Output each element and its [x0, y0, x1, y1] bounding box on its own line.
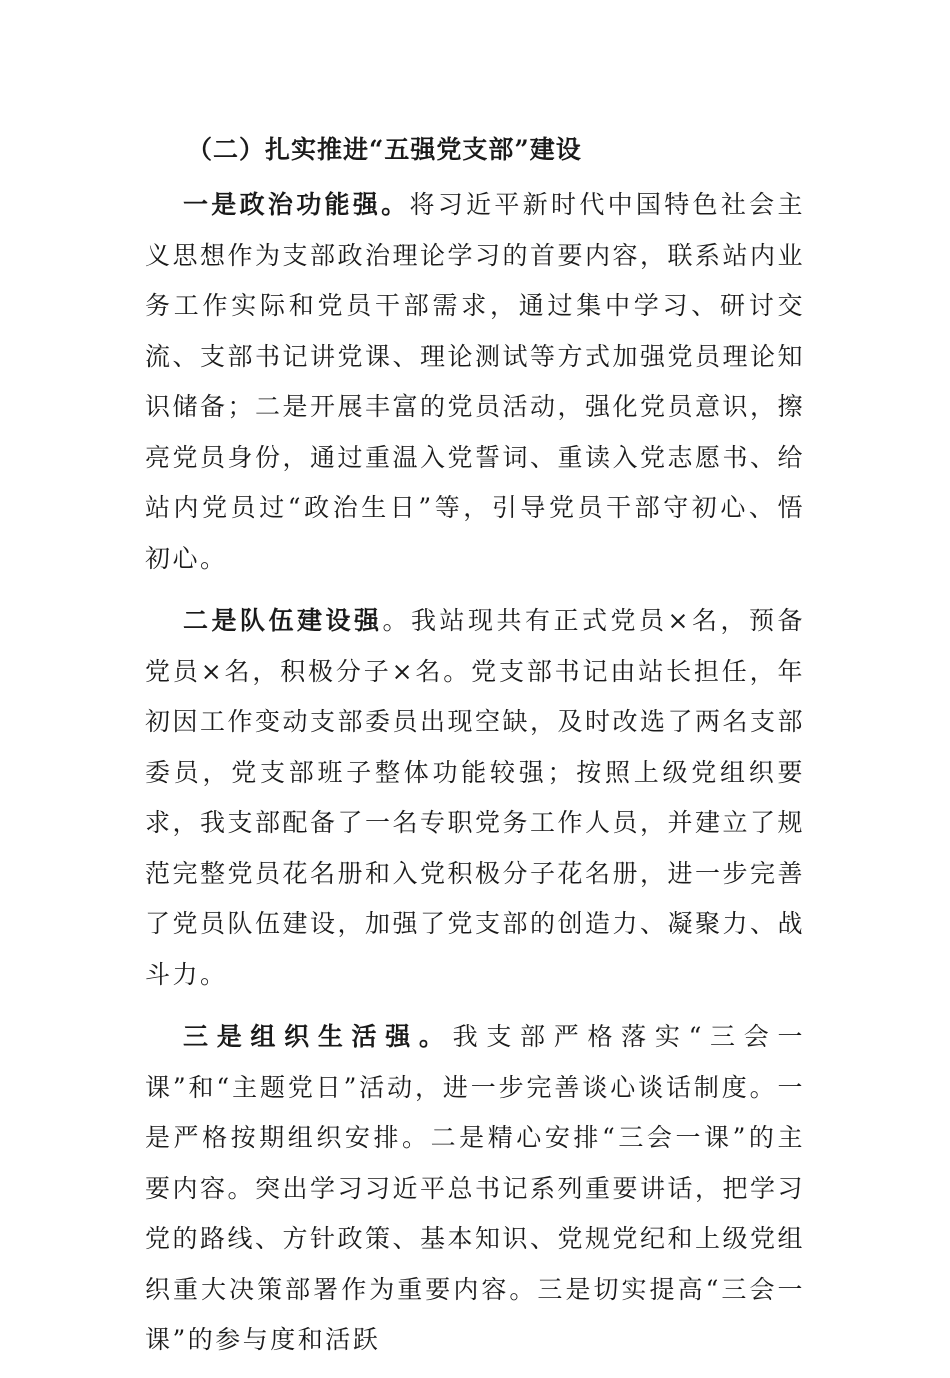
paragraph-organizational-life [145, 1012, 805, 1366]
paragraph-political-function [145, 180, 805, 584]
paragraph-body: 将习近平新时代中国特色社会主义思想作为支部政治理论学习的首要内容，联系站内业务工作实际和党员干部需求，通过集中学习、研讨交流、支部书记讲党课、理论测试等方式加强党员理论知识储备；二是开展丰富的党员活动，强化党员意识，擦亮党员身份，通过重温入党誓词、重读入党志愿书、给站内党员过“政治生日”等，引导党员干部守初心、悟初心。 [145, 190, 806, 573]
paragraph-lead: 一是政治功能强。 [183, 190, 410, 219]
document-page [145, 124, 805, 1378]
section-heading: （二）扎实推进“五强党支部”建设 [187, 135, 582, 164]
paragraph-team-building [145, 596, 805, 1000]
paragraph-body: 我支部严格落实“三会一课”和“主题党日”活动，进一步完善谈心谈话制度。一是严格按期组织安排。二是精心安排“三会一课”的主要内容。突出学习习近平总书记系列重要讲话，把学习党的路线、方针政策、基本知识、党规党纪和上级党组织重大决策部署作为重要内容。三是切实提高“三会一课”的参与度和活跃 [145, 1022, 806, 1354]
paragraph-lead: 三是组织生活强。 [183, 1022, 453, 1051]
paragraph-body: 。我站现共有正式党员×名，预备党员×名，积极分子×名。党支部书记由站长担任，年初因工作变动支部委员出现空缺，及时改选了两名支部委员，党支部班子整体功能较强；按照上级党组织要求，我支部配备了一名专职党务工作人员，并建立了规范完整党员花名册和入党积极分子花名册，进一步完善了党员队伍建设，加强了党支部的创造力、凝聚力、战斗力。 [145, 606, 806, 989]
paragraph-lead: 二是队伍建设强 [183, 606, 383, 635]
